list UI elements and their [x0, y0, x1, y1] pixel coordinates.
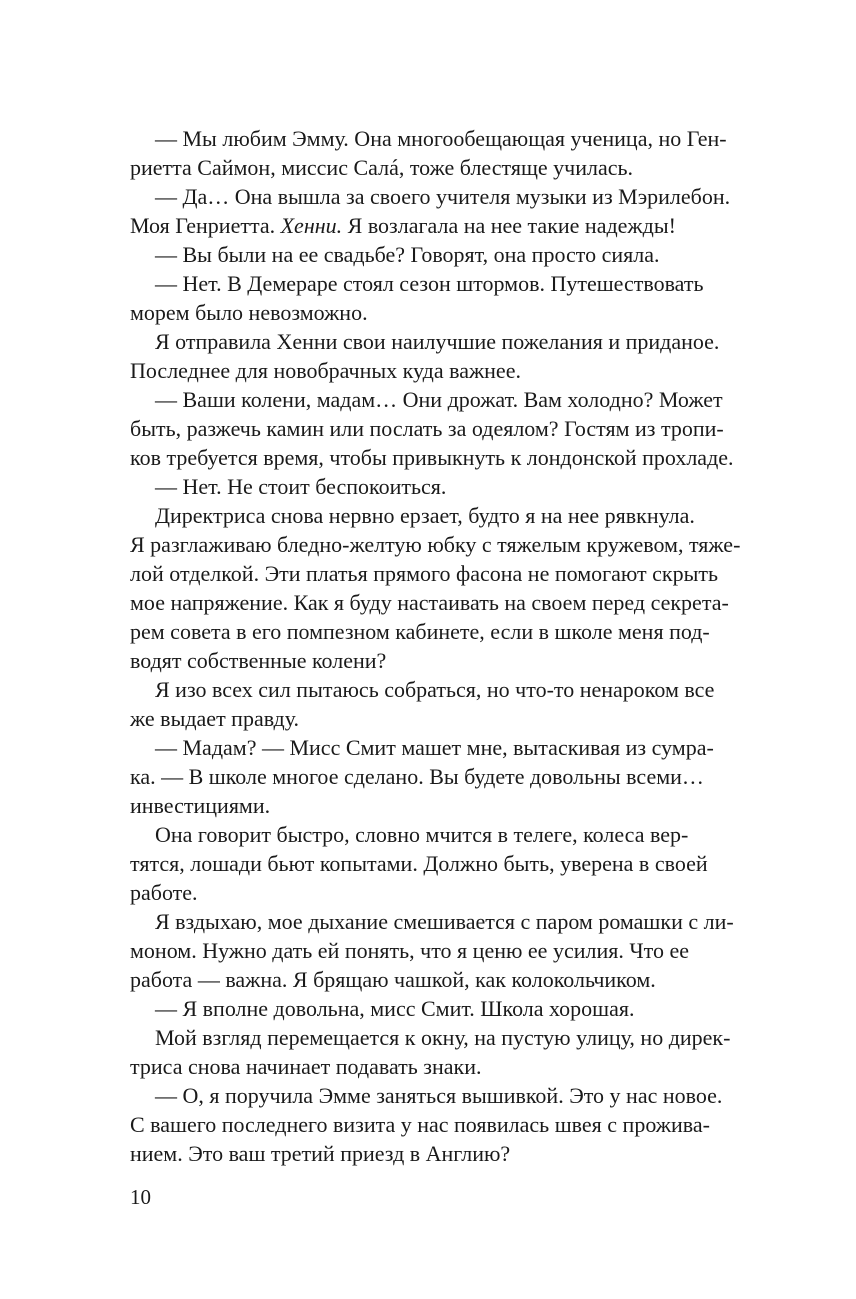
text-line	[130, 1110, 748, 1139]
text-line	[130, 878, 748, 907]
text-line-segment: инвестициями.	[130, 793, 271, 818]
text-line-segment: моном. Нужно дать ей понять, что я ценю ее усилия. Что ее	[130, 938, 690, 963]
text-line-segment: нием. Это ваш третий приезд в Англию?	[130, 1141, 511, 1166]
text-line	[130, 559, 748, 588]
text-line	[130, 646, 748, 675]
text-line	[130, 617, 748, 646]
text-line	[130, 443, 748, 472]
text-line-segment: — Ваши колени, мадам… Они дрожат. Вам холодно? Может	[155, 387, 723, 412]
text-line-segment: — Да… Она вышла за своего учителя музыки из Мэрилебон.	[155, 184, 731, 209]
text-line	[130, 356, 748, 385]
text-line	[130, 994, 748, 1023]
text-line-segment: — Вы были на ее свадьбе? Говорят, она просто сияла.	[155, 242, 660, 267]
text-line	[130, 936, 748, 965]
text-line-segment: Я изо всех сил пытаюсь собраться, но что-то ненароком все	[155, 677, 715, 702]
text-line-segment: Директриса снова нервно ерзает, будто я на нее рявкнула.	[155, 503, 695, 528]
text-line	[130, 530, 748, 559]
text-line-segment: Она говорит быстро, словно мчится в телеге, колеса вер-	[155, 822, 689, 847]
text-line	[130, 588, 748, 617]
text-line	[130, 1052, 748, 1081]
text-line-segment: — Мадам? — Мисс Смит машет мне, вытаскивая из сумра-	[155, 735, 714, 760]
text-line-segment: — О, я поручила Эмме заняться вышивкой. Это у нас новое.	[155, 1083, 723, 1108]
text-line-segment: — Мы любим Эмму. Она многообещающая ученица, но Ген-	[155, 126, 727, 151]
text-line-segment: — Нет. Не стоит беспокоиться.	[155, 474, 447, 499]
text-line	[130, 414, 748, 443]
text-line	[130, 327, 748, 356]
text-line-segment: ка. — В школе многое сделано. Вы будете довольны всеми…	[130, 764, 704, 789]
text-line	[130, 182, 748, 211]
text-line-segment: рем совета в его помпезном кабинете, если в школе меня под-	[130, 619, 710, 644]
text-line	[130, 762, 748, 791]
text-line-segment: С вашего последнего визита у нас появилась швея с прожива-	[130, 1112, 710, 1137]
text-line	[130, 1081, 748, 1110]
text-line-segment: Я отправила Хенни свои наилучшие пожелания и приданое.	[155, 329, 720, 354]
text-line-segment: риетта Саймон, миссис Салá, тоже блестяще училась.	[130, 155, 634, 180]
text-line-segment: — Нет. В Демераре стоял сезон штормов. Путешествовать	[155, 271, 704, 296]
text-line	[130, 298, 748, 327]
text-line	[130, 907, 748, 936]
body-text	[130, 124, 748, 1168]
text-line-segment: работе.	[130, 880, 198, 905]
italic-segment: Хенни.	[280, 213, 343, 238]
text-line	[130, 733, 748, 762]
text-line-segment: Я разглаживаю бледно-желтую юбку с тяжелым кружевом, тяже-	[130, 532, 741, 557]
text-line-segment: мое напряжение. Как я буду настаивать на своем перед секрета-	[130, 590, 729, 615]
text-line-segment: ков требуется время, чтобы привыкнуть к лондонской прохладе.	[130, 445, 734, 470]
text-line	[130, 501, 748, 530]
text-line-segment: водят собственные колени?	[130, 648, 387, 673]
text-line	[130, 1023, 748, 1052]
text-line	[130, 211, 748, 240]
page-number: 10	[130, 1185, 151, 1209]
text-line	[130, 153, 748, 182]
text-line-segment: Я возлагала на нее такие надежды!	[342, 213, 676, 238]
text-line-segment: Моя Генриетта.	[130, 213, 281, 238]
text-line	[130, 240, 748, 269]
text-line	[130, 704, 748, 733]
text-line	[130, 385, 748, 414]
text-line-segment: Я вздыхаю, мое дыхание смешивается с паром ромашки с ли-	[155, 909, 734, 934]
text-line-segment: — Я вполне довольна, мисс Смит. Школа хорошая.	[155, 996, 635, 1021]
text-line	[130, 849, 748, 878]
text-line-segment: тятся, лошади бьют копытами. Должно быть, уверена в своей	[130, 851, 708, 876]
text-line-segment: Последнее для новобрачных куда важнее.	[130, 358, 521, 383]
text-line	[130, 965, 748, 994]
text-line-segment: триса снова начинает подавать знаки.	[130, 1054, 482, 1079]
text-line-segment: работа — важна. Я брящаю чашкой, как колокольчиком.	[130, 967, 656, 992]
text-line-segment: Мой взгляд перемещается к окну, на пустую улицу, но дирек-	[155, 1025, 731, 1050]
text-line	[130, 124, 748, 153]
text-line-segment: морем было невозможно.	[130, 300, 368, 325]
text-line-segment: лой отделкой. Эти платья прямого фасона не помогают скрыть	[130, 561, 719, 586]
text-line	[130, 269, 748, 298]
text-line-segment: быть, разжечь камин или послать за одеялом? Гостям из тропи-	[130, 416, 724, 441]
text-line	[130, 1139, 748, 1168]
text-line	[130, 472, 748, 501]
text-line-segment: же выдает правду.	[130, 706, 300, 731]
text-line	[130, 820, 748, 849]
text-line	[130, 675, 748, 704]
text-line	[130, 791, 748, 820]
